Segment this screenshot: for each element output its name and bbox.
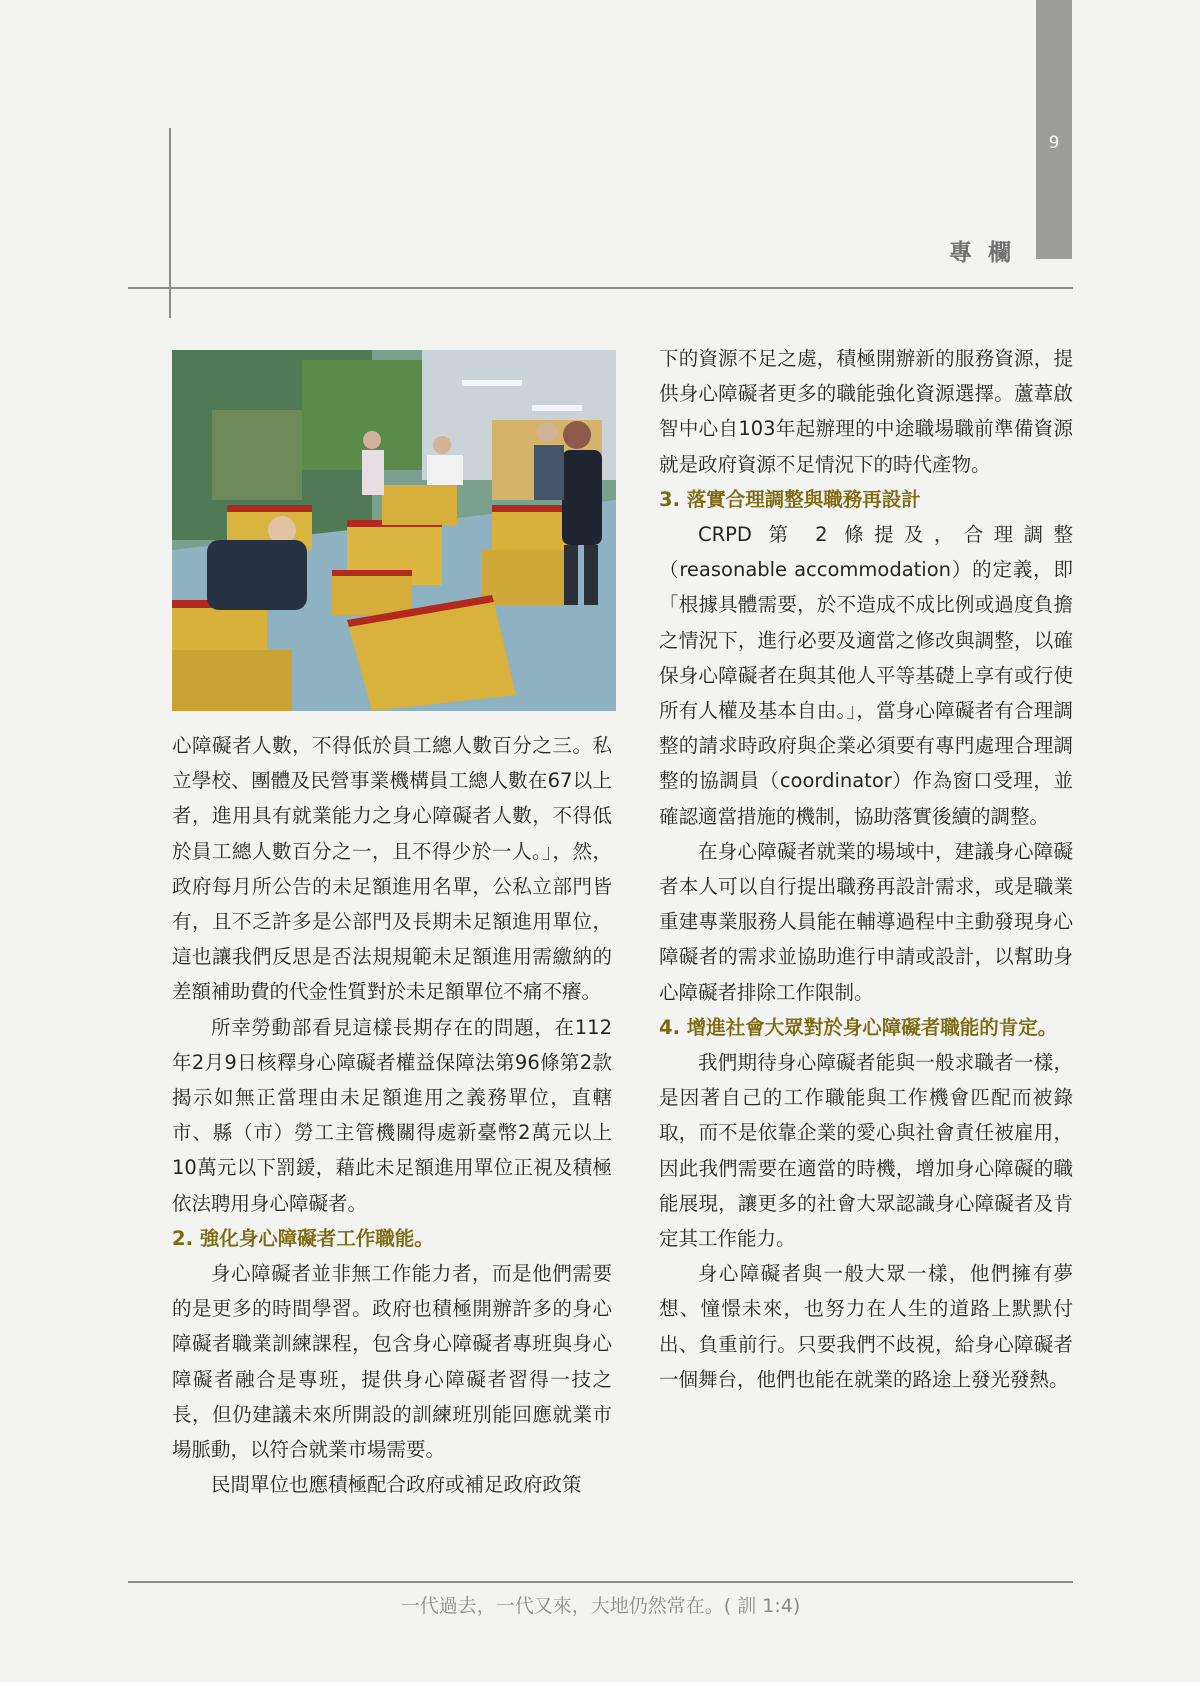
header-vertical-rule [169,128,171,318]
footer-quote: 一代過去，一代又來，大地仍然常在。( 訓 1:4) [400,1595,801,1617]
left-column [172,728,612,1502]
right-paragraph-1: 下的資源不足之處，積極開辦新的服務資源，提供身心障礙者更多的職能強化資源選擇。蘆葦啟智中心自103年起辦理的中途職場職前準備資源就是政府資源不足情況下的時代產物。 [659,347,1073,476]
right-heading-4: 4. 增進社會大眾對於身心障礙者職能的肯定。 [659,1015,1058,1039]
warehouse-photo [172,350,616,711]
right-column [659,341,1073,1397]
header-horizontal-rule [128,287,1073,289]
footer-rule [128,1581,1073,1583]
right-heading-3: 3. 落實合理調整與職務再設計 [659,487,921,511]
warehouse-photo-illustration [172,350,616,711]
section-label: 專 欄 [948,240,1015,266]
page-number: 9 [1048,133,1060,153]
right-paragraph-3: 在身心障礙者就業的場域中，建議身心障礙者本人可以自行提出職務再設計需求，或是職業重建專業服務人員能在輔導過程中主動發現身心障礙者的需求並協助進行申請或設計，以幫助身心障礙者排除工作限制。 [659,839,1073,1004]
left-paragraph-1: 心障礙者人數，不得低於員工總人數百分之三。私立學校、團體及民營事業機構員工總人數在67以上者，進用具有就業能力之身心障礙者人數，不得低於員工總人數百分之一，且不得少於一人。」，然，政府每月所公告的未足額進用名單，公私立部門皆有，且不乏許多是公部門及長期未足額進用單位，這也讓我們反思是否法規規範未足額進用需繳納的差額補助費的代金性質對於未足額單位不痛不癢。 [172,734,612,1004]
right-paragraph-2: CRPD 第 2 條提及，合理調整（reasonable accommodation）的定義，即「根據具體需要，於不造成不成比例或過度負擔之情況下，進行必要及適當之修改與調整，以確保身心障礙者在與其他人平等基礎上享有或行使所有人權及基本自由。」，當身心障礙者有合理調整的請求時政府與企業必須要有專門處理合理調整的協調員（coordinator）作為窗口受理，並確認適當措施的機制，協助落實後續的調整。 [659,523,1073,828]
page-tab [1036,0,1072,259]
right-paragraph-4: 我們期待身心障礙者能與一般求職者一樣，是因著自己的工作職能與工作機會匹配而被錄取，而不是依靠企業的愛心與社會責任被雇用，因此我們需要在適當的時機，增加身心障礙的職能展現，讓更多的社會大眾認識身心障礙者及肯定其工作能力。 [659,1051,1073,1251]
left-heading-2: 2. 強化身心障礙者工作職能。 [172,1226,434,1250]
right-paragraph-5: 身心障礙者與一般大眾一樣，他們擁有夢想、憧憬未來，也努力在人生的道路上默默付出、負重前行。只要我們不歧視，給身心障礙者一個舞台，他們也能在就業的路途上發光發熱。 [659,1262,1073,1391]
left-paragraph-2: 所幸勞動部看見這樣長期存在的問題，在112年2月9日核釋身心障礙者權益保障法第96條第2款揭示如無正當理由未足額進用之義務單位，直轄市、縣（市）勞工主管機關得處新臺幣2萬元以上10萬元以下罰鍰，藉此未足額進用單位正視及積極依法聘用身心障礙者。 [172,1015,612,1215]
left-paragraph-4: 民間單位也應積極配合政府或補足政府政策 [211,1473,582,1497]
left-paragraph-3: 身心障礙者並非無工作能力者，而是他們需要的是更多的時間學習。政府也積極開辦許多的身心障礙者職業訓練課程，包含身心障礙者專班與身心障礙者融合是專班，提供身心障礙者習得一技之長，但仍建議未來所開設的訓練班別能回應就業市場脈動，以符合就業市場需要。 [172,1262,612,1462]
